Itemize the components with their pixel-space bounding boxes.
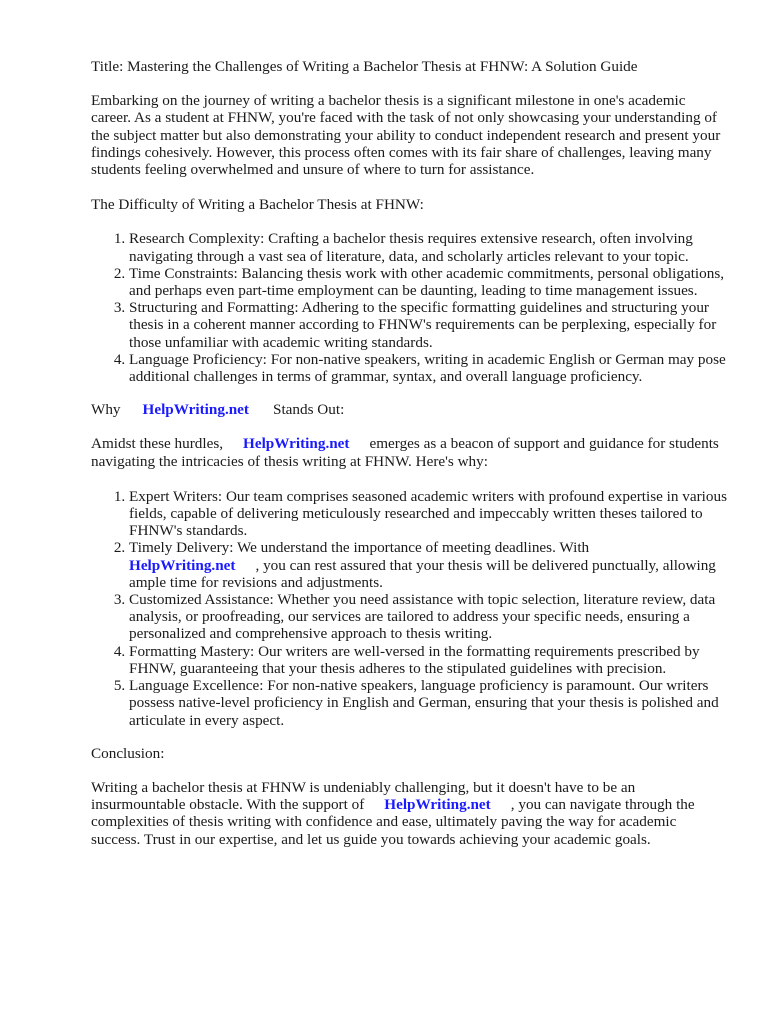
list-item: 4. Language Proficiency: For non-native speakers, writing in academic English or German may pose additional challenges in terms of grammar, syntax, and overall language proficiency. [129,351,728,385]
why-heading [91,401,728,418]
conclusion-heading: Conclusion: [91,744,165,762]
amidst-paragraph [91,435,728,469]
list-item: 3. Customized Assistance: Whether you need assistance with topic selection, literature review, data analysis, or proofreading, our services are tailored to address your specific needs, ensuring a personalized and comprehensive approach to thesis writing. [129,591,728,643]
reasons-list [91,488,728,729]
conclusion-paragraph [91,779,728,848]
conclusion-suffix: , you can navigate through the complexities of thesis writing with confidence and ease, ultimately paving the way for academic success. Trust in our expertise, and let us guide you towards achieving your academic goals. [91,796,695,848]
list-item: 1. Expert Writers: Our team comprises seasoned academic writers with profound expertise in various fields, capable of delivering meticulously researched and impeccably written theses tailored to FHNW's standards. [129,488,728,540]
amidst-prefix: Amidst these hurdles, [91,435,224,453]
helpwriting-link[interactable]: HelpWriting.net [142,401,249,419]
helpwriting-link[interactable]: HelpWriting.net [384,796,491,814]
list-item: 4. Formatting Mastery: Our writers are well-versed in the formatting requirements prescribed by FHNW, guaranteeing that your thesis adheres to the stipulated guidelines with precision. [129,643,728,677]
difficulty-list [91,230,728,385]
helpwriting-link[interactable]: HelpWriting.net [243,435,350,453]
list-item: 1. Research Complexity: Crafting a bachelor thesis requires extensive research, often involving navigating through a vast sea of literature, data, and scholarly articles relevant to your topic. [129,230,728,264]
timely-suffix: , you can rest assured that your thesis will be delivered punctually, allowing ample time for revisions and adjustments. [129,556,716,591]
intro-paragraph: Embarking on the journey of writing a bachelor thesis is a significant milestone in one's academic career. As a student at FHNW, you're faced with the task of not only showcasing your understanding of the subject matter but also demonstrating your ability to conduct independent research and present your findings cohesively. However, this process often comes with its fair share of challenges, leaving many students feeling overwhelmed and unsure of where to turn for assistance. [91,92,721,179]
amidst-suffix: emerges as a beacon of support and guidance for students navigating the intricacies of thesis writing at FHNW. Here's why: [91,435,719,470]
difficulty-heading: The Difficulty of Writing a Bachelor Thesis at FHNW: [91,196,424,214]
list-item [129,539,728,591]
list-item: 3. Structuring and Formatting: Adhering to the specific formatting guidelines and structuring your thesis in a coherent manner according to FHNW's requirements can be perplexing, especially for those unfamiliar with academic writing standards. [129,299,728,351]
conclusion-prefix: Writing a bachelor thesis at FHNW is undeniably challenging, but it doesn't have to be an insurmountable obstacle. With the support of [91,778,636,814]
timely-prefix: Timely Delivery: We understand the importance of meeting deadlines. With [129,539,590,557]
why-prefix: Why [91,401,121,419]
document-title: Title: Mastering the Challenges of Writing a Bachelor Thesis at FHNW: A Solution Guide [91,58,638,75]
list-item: 2. Time Constraints: Balancing thesis work with other academic commitments, personal obligations, and perhaps even part-time employment can be daunting, leading to time management issues. [129,265,728,299]
list-item: 5. Language Excellence: For non-native speakers, language proficiency is paramount. Our writers possess native-level proficiency in English and German, ensuring that your thesis is polished and articulate in every aspect. [129,677,728,729]
why-suffix: Stands Out: [273,401,345,419]
helpwriting-link[interactable]: HelpWriting.net [129,556,236,574]
